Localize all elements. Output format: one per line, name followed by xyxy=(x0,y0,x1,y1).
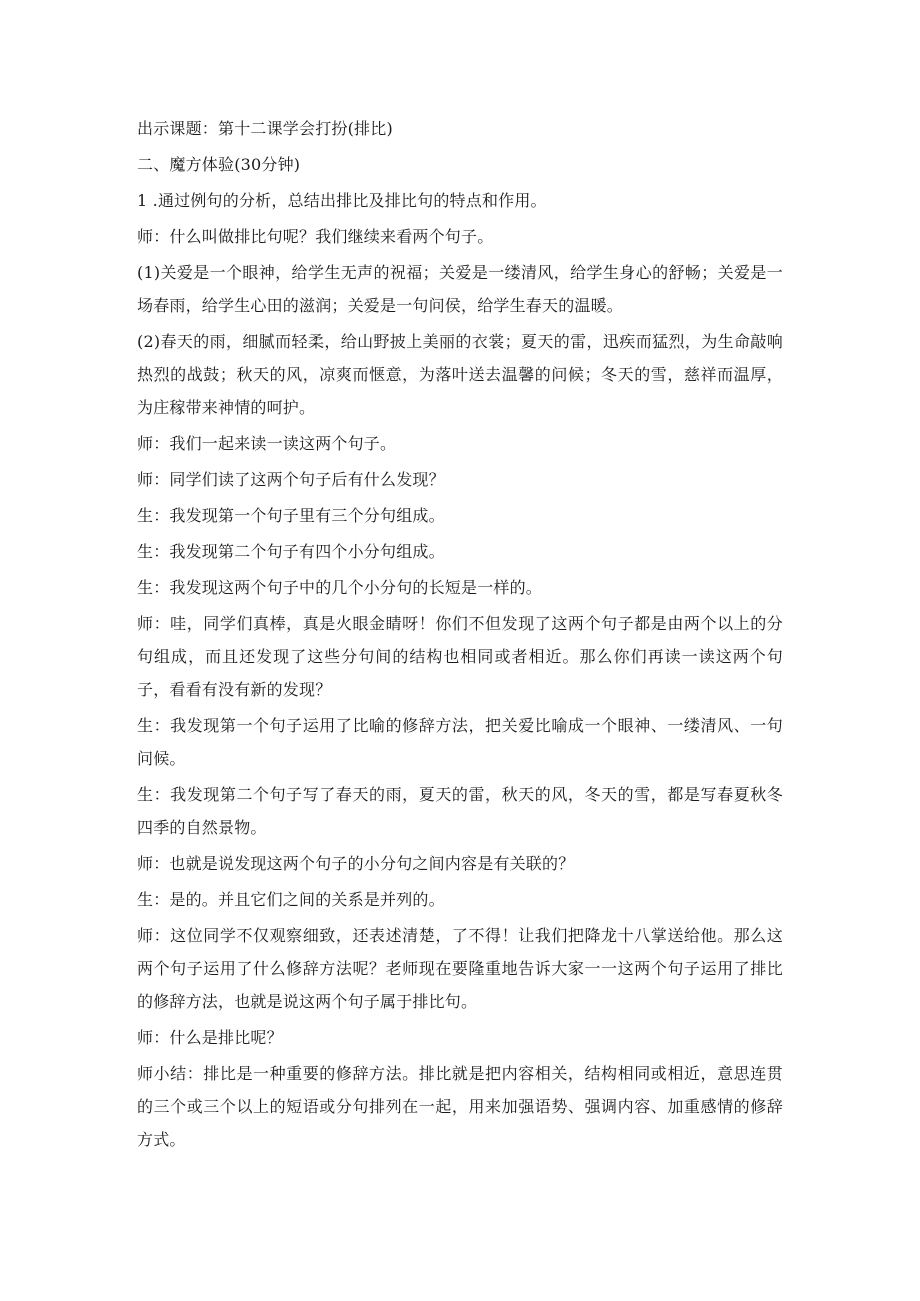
teacher-line: 师：这位同学不仅观察细致，还表述清楚，了不得！让我们把降龙十八掌送给他。那么这两个句子运用了什么修辞方法呢？老师现在要隆重地告诉大家一一这两个句子运用了排比的修辞方法，也就是说这两个句子属于排比句。 xyxy=(137,926,783,1011)
teacher-line: 师：哇，同学们真棒，真是火眼金睛呀！你们不但发现了这两个句子都是由两个以上的分句组成，而且还发现了这些分句间的结构也相同或者相近。那么你们再读一读这两个句子，看看有没有新的发现？ xyxy=(137,614,783,699)
student-line: 生：我发现第一个句子里有三个分句组成。 xyxy=(137,506,445,525)
teacher-line: 师：什么是排比呢？ xyxy=(137,1028,283,1047)
teacher-line: 师：也就是说发现这两个句子的小分句之间内容是有关联的？ xyxy=(137,854,575,873)
example-sentence-1: (1)关爱是一个眼神，给学生无声的祝福；关爱是一缕清风，给学生身心的舒畅；关爱是一场春雨，给学生心田的滋润；关爱是一句问侯，给学生春天的温暖。 xyxy=(137,263,783,315)
student-line: 生：是的。并且它们之间的关系是并列的。 xyxy=(137,890,445,909)
lesson-title-line: 出示课题：第十二课学会打扮(排比) xyxy=(137,119,393,138)
student-line: 生：我发现这两个句子中的几个小分句的长短是一样的。 xyxy=(137,578,543,597)
example-sentence-2: (2)春天的雨，细腻而轻柔，给山野披上美丽的衣裳；夏天的雷，迅疾而猛烈，为生命敲响热烈的战鼓；秋天的风，凉爽而惬意，为落叶送去温馨的问候；冬天的雪，慈祥而温厚，为庄稼带来神情的呵护。 xyxy=(137,332,783,417)
step-item: 1 .通过例句的分析，总结出排比及排比句的特点和作用。 xyxy=(137,191,547,210)
student-line: 生：我发现第二个句子写了春天的雨，夏天的雷，秋天的风，冬天的雪，都是写春夏秋冬四季的自然景物。 xyxy=(137,785,783,837)
student-line: 生：我发现第二个句子有四个小分句组成。 xyxy=(137,542,445,561)
section-heading: 二、魔方体验(30分钟) xyxy=(137,155,301,174)
teacher-summary: 师小结：排比是一种重要的修辞方法。排比就是把内容相关，结构相同或相近，意思连贯的三个或三个以上的短语或分句排列在一起，用来加强语势、强调内容、加重感情的修辞方式。 xyxy=(137,1064,783,1149)
document-body xyxy=(137,112,783,1159)
teacher-line: 师：同学们读了这两个句子后有什么发现？ xyxy=(137,470,445,489)
teacher-line: 师：我们一起来读一读这两个句子。 xyxy=(137,434,397,453)
student-line: 生：我发现第一个句子运用了比喻的修辞方法，把关爱比喻成一个眼神、一缕清风、一句问候。 xyxy=(137,716,783,768)
teacher-line: 师：什么叫做排比句呢？我们继续来看两个句子。 xyxy=(137,227,494,246)
